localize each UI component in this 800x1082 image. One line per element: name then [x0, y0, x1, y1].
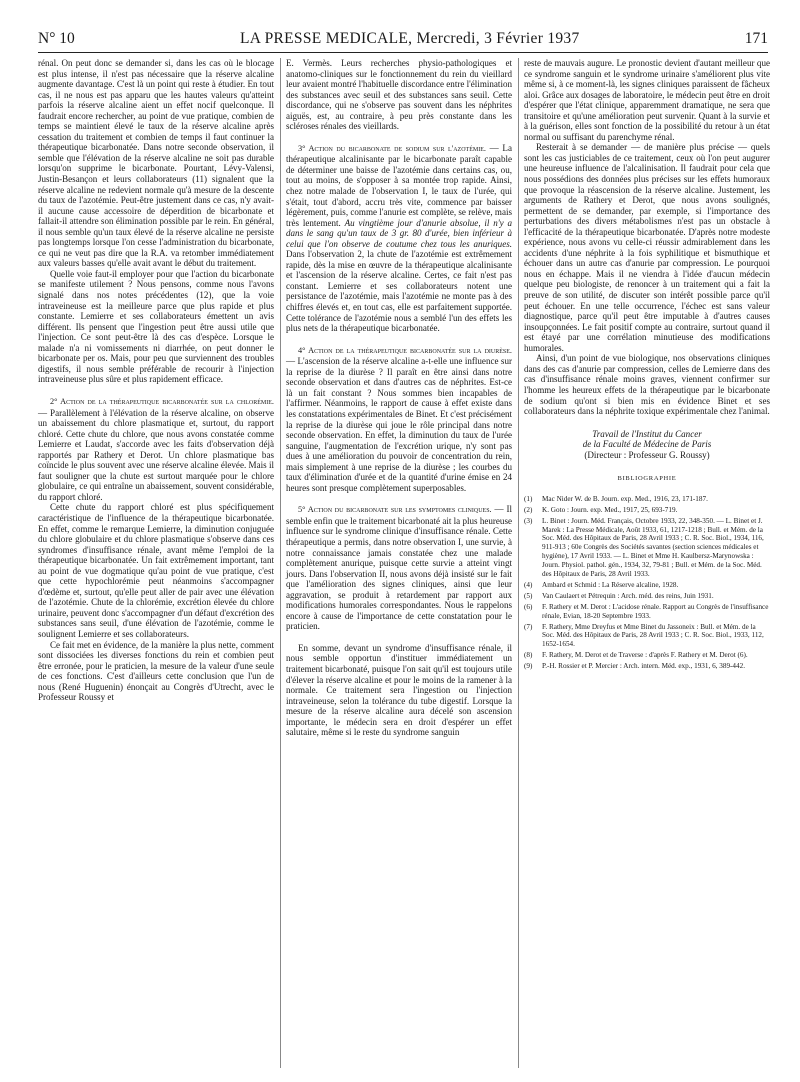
- reference-number: (2): [524, 505, 533, 514]
- journal-title: LA PRESSE MEDICALE, Mercredi, 3 Février 1937: [240, 30, 580, 47]
- reference-text: F. Rathery, M. Derot et de Traverse : d'après F. Rathery et M. Derot (6).: [542, 651, 748, 660]
- column-rule: [280, 58, 281, 1068]
- section-2: [38, 396, 274, 502]
- issue-number: N° 10: [38, 30, 75, 47]
- bibliography-entry: [524, 506, 770, 515]
- bibliography-entry: [524, 592, 770, 601]
- section-4: [286, 345, 512, 494]
- reference-text: Ambard et Schmid : La Réserve alcaline, 1928.: [542, 580, 679, 589]
- reference-number: (6): [524, 602, 533, 611]
- reference-text: P.-H. Rossier et P. Mercier : Arch. intern. Méd. exp., 1931, 6, 389-442.: [542, 662, 746, 671]
- page-number: 171: [744, 30, 768, 47]
- credit-director: (Directeur : Professeur G. Roussy): [584, 449, 710, 460]
- paragraph: — La thérapeutique alcalinisante par le bicarbonate paraît capable de déterminer une baisse de l'azotémie dans certains cas, ou, tout au moins, de s'opposer à sa montée trop rapide. Ainsi, chez notre malade de l'observation I, le taux de l'urée, qui s'était, tout d'abord, accru très vite, commence par baisser légèrement, puis, comme l'anurie est complète, se relève, mais très lentement.: [286, 142, 512, 228]
- reference-text: Van Caulaert et Pétrequin : Arch. méd. des reins, Juin 1931.: [542, 591, 714, 600]
- bibliography-entry: [524, 517, 770, 579]
- paragraph: rénal. On peut donc se demander si, dans les cas où le blocage est plus intense, il n'est pas nécessaire que la réserve alcaline augmente davantage. C'est là un point qui reste à étudier. En tout cas, il ne nous est pas apparu que les hautes valeurs qu'atteint parfois la réserve alcaline aient un effet nocif quelconque. Il faudrait encore rechercher, au point de vue pratique, combien de temps se maintient élevé le taux de la réserve alcaline après cessation du traitement et combien de temps il faut continuer la thérapeutique bicarbonatée. Dans notre seconde observation, il semble que l'élévation de la réserve alcaline ne soit pas durable lorsqu'on supprime le bicarbonate. Pourtant, Lévy-Valensi, Justin-Besançon et leurs collaborateurs (11) signalent que la réserve alcaline ne redevient normale qu'à mesure de la descente du taux de l'azotémie. Peut-être justement dans ce cas, n'y avait-il aucune cause accessoire de déperdition de bicarbonate et fallait-il attendre son élimination possible par le rein. En général, il nous semble qu'un taux élevé de la réserve alcaline ne persiste pas longtemps lorsque l'on cesse l'administration du bicarbonate, ce qui ne veut pas dire que la R.A. va retomber immédiatement aux valeurs basses qu'elle avait avant le début du traitement.: [38, 58, 274, 269]
- reference-number: (4): [524, 580, 533, 589]
- reference-text: L. Binet : Journ. Méd. Français, Octobre 1933, 22, 348-350. — L. Binet et J. Marek : La Presse Médicale, Août 1933, 61, 1217-1218 ; Bull. et Mém. de la Soc. Méd. des Hôpitaux de Paris, 28 Avril 1933 ; C. R. Soc. Biol., 1934, 116, 911-913 ; 60e Congrès des Sociétés savantes (section sciences médicales et hygiène), 17 Avril 1933. — L. Binet et Mme H. Kaulbersz-Marynowska : Journ. Physiol. pathol. gén., 1934, 32, 79-81 ; Bull. et Mém. de la Soc. Méd. des Hôpitaux de Paris, 28 Avril 1933.: [542, 516, 764, 579]
- paragraph: Quelle voie faut-il employer pour que l'action du bicarbonate se manifeste utilement ? Nous pensons, comme nous l'avons signalé dans nos notes précédentes (12), que la voie intraveineuse est la meilleure parce que plus rapide et plus constante. Lemierre et ses collaborateurs émettent un avis différent. Ils pensent que l'ingestion peut être aussi utile que l'injection. Ce sont peut-être là des cas d'espèce. Lorsque le malade n'a ni vomissements ni diarrhée, on peut donner le bicarbonate per os. Mais, pour peu que surviennent des troubles digestifs, il nous semble préférable de recourir à l'injection intraveineuse plus sûre et plus rapidement efficace.: [38, 268, 274, 385]
- running-header: [38, 22, 768, 53]
- column-3: [524, 58, 770, 673]
- section-3: [286, 143, 512, 334]
- paragraph: reste de mauvais augure. Le pronostic devient d'autant meilleur que ce syndrome sanguin et le syndrome urinaire s'améliorent plus vite même si, à ce moment-là, les signes cliniques paraissent de fâcheux aloi. Grâce aux dosages de laboratoire, le médecin peut être en droit d'espérer que l'état clinique, apparemment dramatique, ne sera que transitoire et qu'une amélioration peut survenir. Quant à la survie et à la guérison, elles sont fonction de la possibilité du retour à un état normal ou suffisant du parenchyme rénal.: [524, 58, 770, 142]
- bibliography-entry: [524, 581, 770, 590]
- credit-line: Travail de l'Institut du Cancer: [592, 428, 702, 439]
- reference-text: Mac Nider W. de B. Journ. exp. Med., 1916, 23, 171-187.: [542, 494, 708, 503]
- reference-number: (5): [524, 591, 533, 600]
- reference-number: (1): [524, 494, 533, 503]
- paragraph: E. Vermès. Leurs recherches physio-pathologiques et anatomo-cliniques sur le fonctionnement du rein du vieillard leur avaient montré l'habituelle discordance entre l'élimination des substances avec seuil et des substances sans seuil. Cette discordance, qui ne s'observe pas souvent dans les néphrites aiguës, est, au contraire, à peu près constante dans les scléroses rénales des vieillards.: [286, 58, 512, 132]
- paragraph: Ainsi, d'un point de vue biologique, nos observations cliniques dans des cas d'anurie par compression, celles de Lemierre dans des cas d'insuffisance rénale moins graves, viennent confirmer sur l'homme les heureux effets de la thérapeutique par le bicarbonate de sodium qu'ont si bien mis en évidence Binet et ses collaborateurs dans la néphrite toxique expérimentale chez l'animal.: [524, 353, 770, 417]
- paragraph: En somme, devant un syndrome d'insuffisance rénale, il nous semble opportun d'instituer immédiatement un traitement bicarbonaté, puisque l'on sait qu'il est toujours utile d'élever la réserve alcaline et pour le moins de la ramener à la normale. Ce traitement sera l'ingestion ou l'injection intraveineuse, selon la tolérance du tube digestif. Lorsque la mesure de la réserve alcaline aura décelé son ascension importante, le médecin sera en droit d'espérer un effet salutaire, même si le reste du syndrome sanguin: [286, 642, 512, 738]
- reference-text: F. Rathery, Mme Dreyfus et Mme Binet du Jassoneix : Bull. et Mém. de la Soc. Méd. des Hôpitaux de Paris, 28 Avril 1933 ; C. R. Soc. Biol., 1933, 112, 1652-1654.: [542, 622, 764, 649]
- bibliography-title: BIBLIOGRAPHIE: [617, 475, 677, 483]
- paragraph: — Il semble enfin que le traitement bicarbonaté ait la plus heureuse influence sur le syndrome clinique d'insuffisance rénale. Cette thérapeutique a permis, dans notre observation I, une survie, à notre connaissance jamais constatée chez une malade complètement anurique, puisque cette survie a atteint vingt jours. Dans l'observation II, nous avons déjà insisté sur le fait que l'amélioration des signes cliniques, ainsi que leur aggravation, se produit à retardement par rapport aux modifications humorales correspondantes. Nous le rappelons encore à cause de l'importance de cette constatation pour le praticien.: [286, 504, 513, 632]
- paragraph: — L'ascension de la réserve alcaline a-t-elle une influence sur la reprise de la diurèse ? Il paraît en être ainsi dans notre seconde observation et dans d'autres cas de néphrites. Est-ce là un fait constant ? Nous sommes bien incapables de l'affirmer. Néanmoins, le rapport de cause à effet existe dans les constatations expérimentales de Binet. Et c'est précisément la reprise de la diurèse qui joue le rôle principal dans notre seconde observation. En effet, la diminution du taux de l'urée sanguine, l'augmentation de l'excrétion urique, n'y sont pas dues à une amélioration du pouvoir de concentration du rein, mais simplement à une reprise de la diurèse ; les courbes du taux d'élimination d'urée et de la quantité d'urine émise en 24 heures sont presque complètement superposables.: [286, 356, 512, 493]
- section-heading: 5° Action du bicarbonate sur les symptomes cliniques.: [298, 505, 492, 515]
- paragraph: Cette chute du rapport chloré est plus spécifiquement caractéristique de l'influence de la thérapeutique bicarbonatée. En effet, comme le remarque Lemierre, la diminution conjuguée du chlore globulaire et du chlore plasmatique s'observe dans ces syndromes d'insuffisance rénale, avant même l'emploi de la thérapeutique bicarbonatée. Un fait extrêmement important, tant au point de vue dogmatique qu'au point de vue pratique, c'est que cette hypochlorémie peut néanmoins s'accompagner d'œdème et, surtout, qu'elle peut aller de pair avec une élévation de l'azotémie. Chute de la chlorémie, excrétion élevée du chlore urinaire, peuvent donc s'accompagner d'un défaut d'excrétion des substances sans seuil, d'une élévation de l'azotémie, comme le soulignent Lemierre et ses collaborateurs.: [38, 502, 274, 639]
- reference-number: (7): [524, 622, 533, 631]
- bibliography-entry: [524, 662, 770, 671]
- column-1: [38, 58, 274, 703]
- paragraph: Dans l'observation 2, la chute de l'azotémie est extrêmement rapide, dès la mise en œuvre de la thérapeutique alcalinisante et l'ascension de la réserve alcaline. Certes, ce fait n'est pas constant. Lemierre et ses collaborateurs notent une persistance de l'azotémie, mais l'azotémie ne monte pas à des chiffres élevés et, en tout cas, elle est parfaitement supportée. Cette tolérance de l'azotémie nous a semblé l'un des effets les plus nets de la thérapeutique bicarbonatée.: [286, 249, 512, 334]
- bibliography-entry: [524, 623, 770, 650]
- section-heading: 3° Action du bicarbonate de sodium sur l'azotémie.: [298, 143, 486, 153]
- reference-number: (8): [524, 651, 533, 660]
- reference-number: (3): [524, 516, 533, 525]
- reference-text: K. Goto : Journ. exp. Med., 1917, 25, 693-719.: [542, 505, 678, 514]
- section-5: [286, 504, 512, 632]
- institution-credit: [524, 429, 770, 461]
- bibliography: [524, 495, 770, 671]
- bibliography-entry: [524, 495, 770, 504]
- bibliography-entry: [524, 651, 770, 660]
- reference-number: (9): [524, 662, 533, 671]
- paragraph: Ce fait met en évidence, de la manière la plus nette, comment sont dissociées les diverses fonctions du rein et combien peut être erronée, pour le praticien, la mesure de la valeur d'une seule de ces fonctions. C'est d'ailleurs cette conclusion que l'un de nous (René Huguenin) énonçait au Congrès d'Utrecht, avec le Professeur Roussy et: [38, 639, 274, 703]
- paragraph: — Parallèlement à l'élévation de la réserve alcaline, on observe un abaissement du chlore plasmatique et, surtout, du rapport chloré. Cette chute du chlore, que nous avons constatée comme Lemierre et Laudat, s'accorde avec les faits d'observation déjà rapportés par Rathery et Derot. Un chlore plasmatique bas coïncide le plus souvent avec une réserve alcaline élevée. Mais il faut souligner que la chute est surtout marquée pour le chlore globulaire, ce qui entraîne un abaissement, souvent considérable, du rapport chloré.: [38, 407, 274, 502]
- credit-line: de la Faculté de Médecine de Paris: [582, 439, 712, 450]
- paragraph: Resterait à se demander — de manière plus précise — quels sont les cas justiciables de ce traitement, ceux où l'on peut augurer une heureuse influence de l'alcalinisation. Il faudrait pour cela que nous possédions des données plus précises sur les effets humoraux que provoque la réascension de la réserve alcaline. Justement, les arguments de Rathery et Derot, que nous avons soulignés, permettent de se demander, par exemple, si l'importance des perturbations des divers métabolismes n'est pas un obstacle à l'efficacité de la thérapeutique bicarbonatée. D'après notre modeste expérience, nous avons vu celle-ci réussir admirablement dans les accidents d'une néphrite à la fois syphilitique et bismuthique et échouer dans un autre cas d'anurie par compression. Le pourquoi nous en échappe. Mais il ne viendra à l'idée d'aucun médecin quelque peu biologiste, de renoncer à un traitement qui a fait la preuve de son utilité, de discuter son intérêt possible parce qu'il peut échouer. En une telle occurrence, l'échec est sans valeur diagnostique, parce qu'il peut être imputable à d'autres causes insoupçonnées. Le fait positif compte au contraire, surtout quand il est étayé par une corrélation minutieuse des modifications humorales.: [524, 142, 770, 353]
- bibliography-entry: [524, 603, 770, 621]
- section-heading: 2° Action de la thérapeutique bicarbonatée sur la chlorémie.: [50, 396, 274, 406]
- reference-text: F. Rathery et M. Derot : L'acidose rénale. Rapport au Congrès de l'insuffisance rénale, Evian, 18-20 Septembre 1933.: [542, 602, 769, 620]
- column-2: [286, 58, 512, 738]
- column-rule: [518, 58, 519, 1068]
- section-heading: 4° Action de la thérapeutique bicarbonatée sur la diurèse.: [298, 345, 512, 355]
- emphasis: Au vingtième jour d'anurie absolue, il n'y a dans le sang qu'un taux de 3 gr. 80 d'urée, bien inférieur à celui que l'on observe de coutume chez tous les anuriques.: [286, 217, 513, 249]
